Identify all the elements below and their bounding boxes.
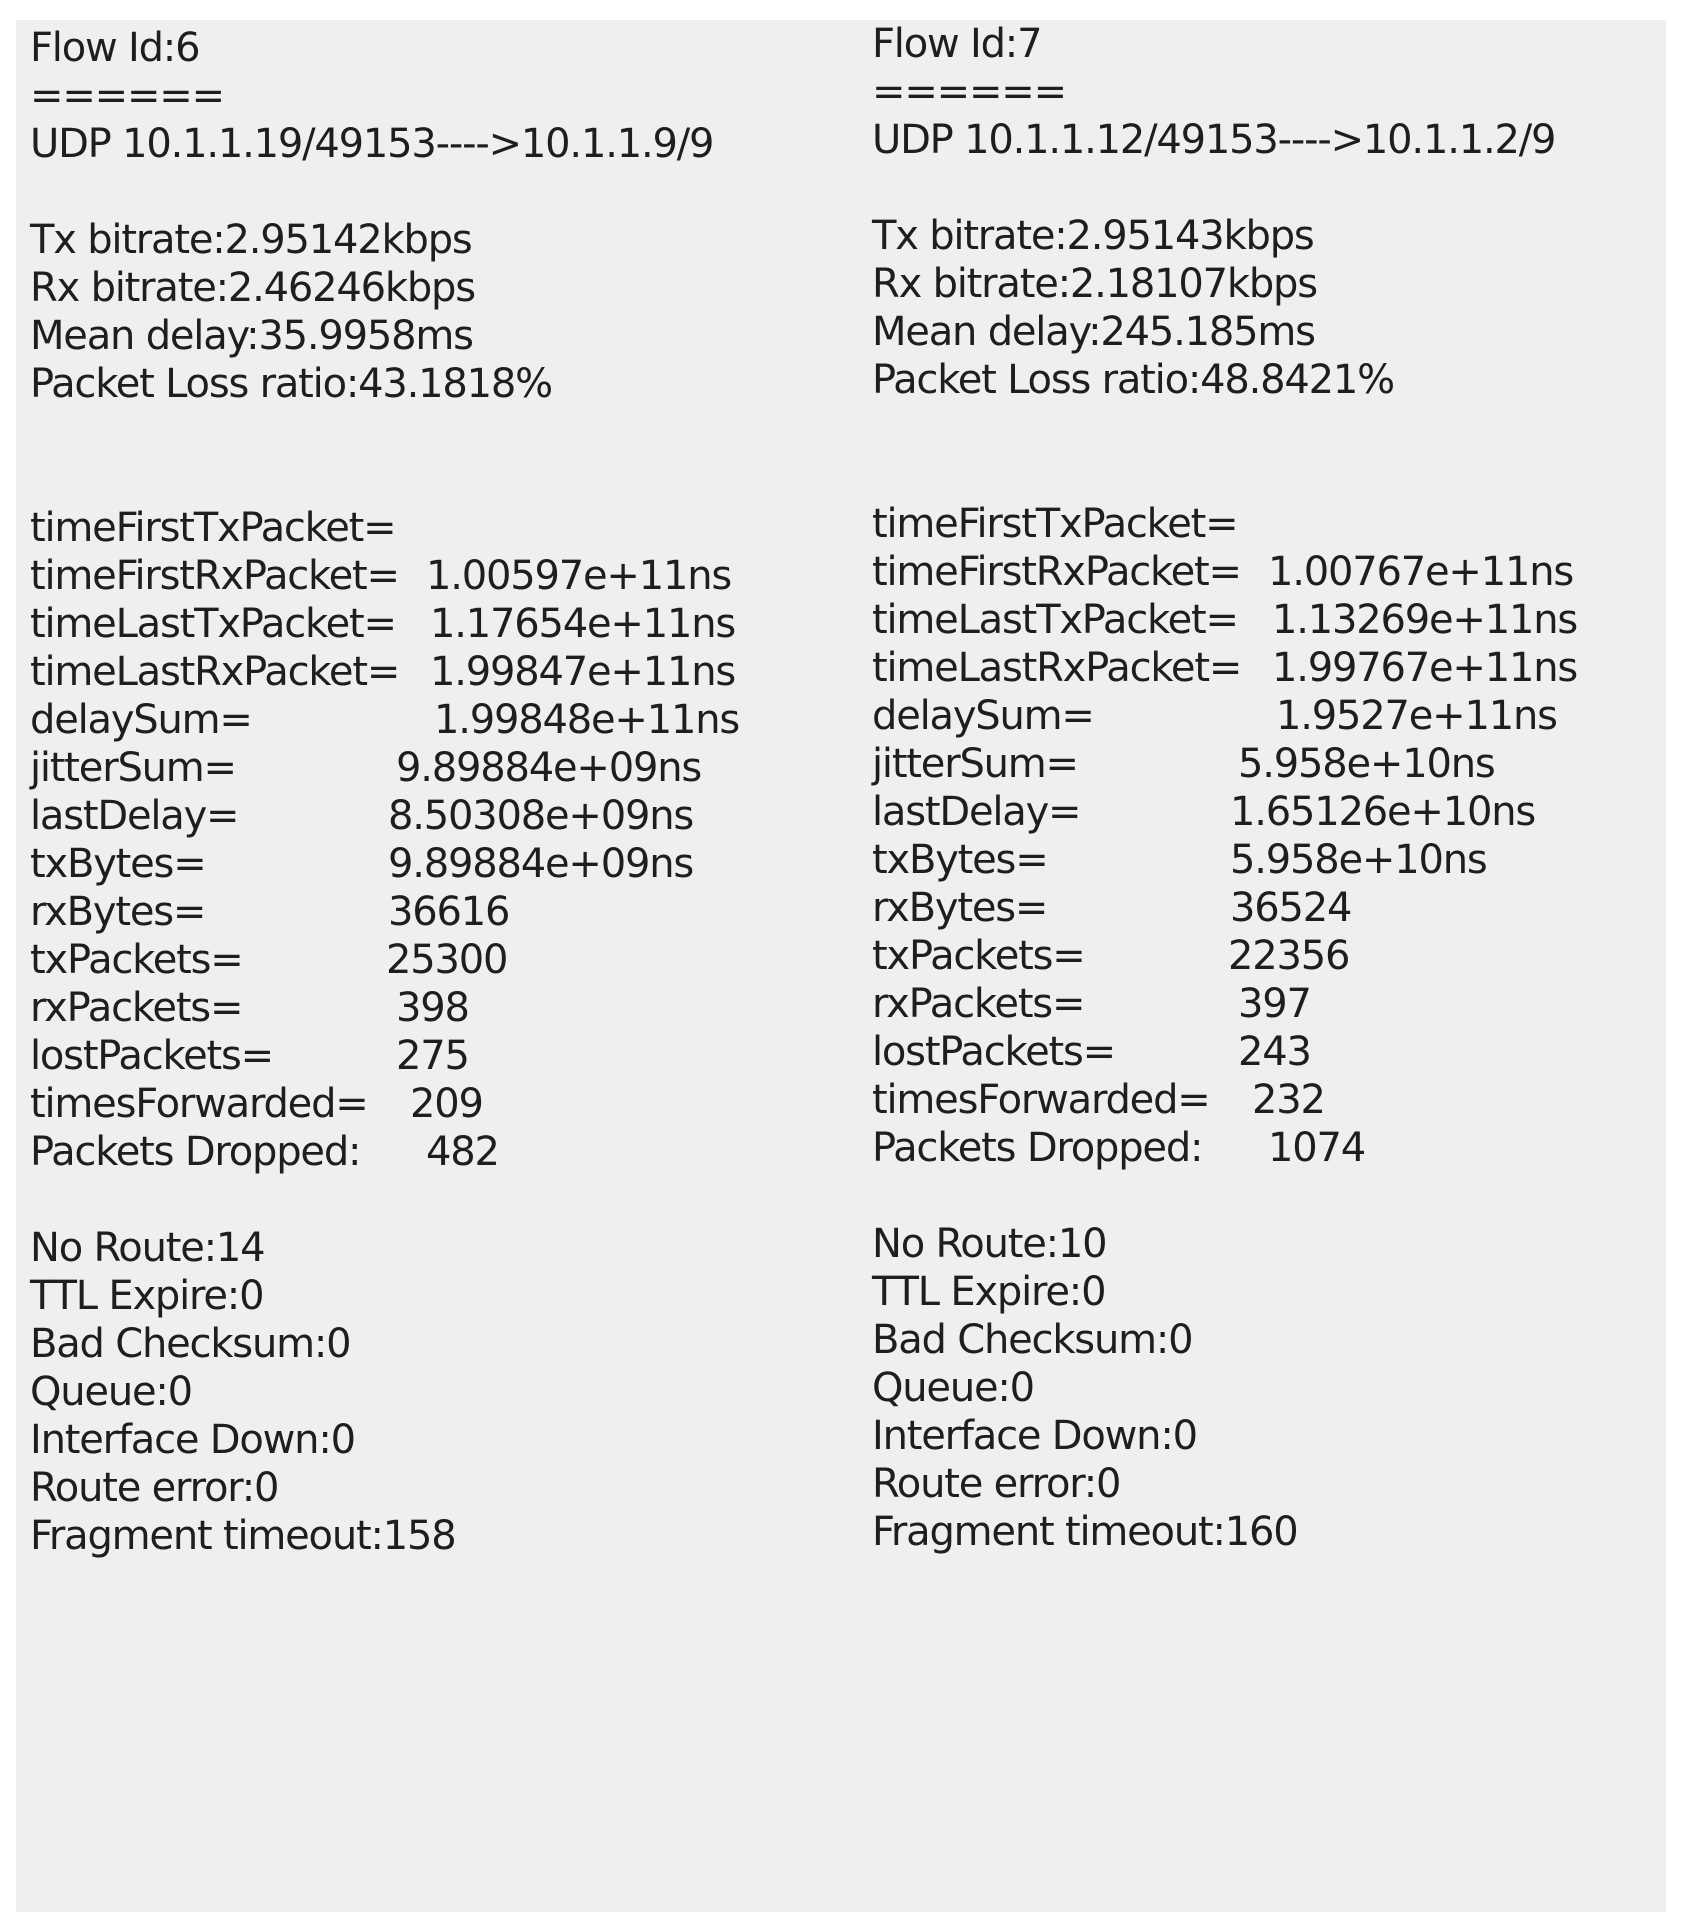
- route: UDP 10.1.1.19/49153---->10.1.1.9/9: [30, 121, 714, 167]
- stat-label: rxBytes=: [872, 885, 1048, 931]
- stat-value: 1.00597e+11ns: [426, 553, 732, 599]
- dropped-fragment-timeout: Fragment timeout:158: [30, 1513, 456, 1559]
- dropped-no-route: No Route:14: [30, 1225, 265, 1271]
- stat-value: 1.99847e+11ns: [430, 649, 736, 695]
- stat-label: delaySum=: [872, 693, 1094, 739]
- stat-value: 25300: [386, 937, 508, 983]
- stat-label: rxPackets=: [872, 981, 1085, 1027]
- stat-label: lastDelay=: [30, 793, 239, 839]
- stat-label: delaySum=: [30, 697, 252, 743]
- stat-value: 482: [426, 1129, 499, 1175]
- packets-dropped-title: Packets Dropped:: [30, 1129, 361, 1175]
- stat-label: timeLastRxPacket=: [872, 645, 1242, 691]
- stat-label: timeLastRxPacket=: [30, 649, 400, 695]
- stat-value: 398: [396, 985, 469, 1031]
- stat-value: 5.958e+10ns: [1238, 741, 1495, 787]
- stat-value: 36524: [1230, 885, 1352, 931]
- stat-label: timeFirstTxPacket=: [872, 501, 1238, 547]
- route: UDP 10.1.1.12/49153---->10.1.1.2/9: [872, 117, 1556, 163]
- dropped-ttl-expire: TTL Expire:0: [872, 1269, 1106, 1315]
- stat-value: 1.00767e+11ns: [1268, 549, 1574, 595]
- dropped-ttl-expire: TTL Expire:0: [30, 1273, 264, 1319]
- stat-label: rxBytes=: [30, 889, 206, 935]
- dropped-bad-checksum: Bad Checksum:0: [872, 1317, 1193, 1363]
- dropped-queue: Queue:0: [872, 1365, 1034, 1411]
- packet-loss-ratio: Packet Loss ratio:48.8421%: [872, 357, 1394, 403]
- stat-label: jitterSum=: [30, 745, 236, 791]
- stat-label: txBytes=: [30, 841, 206, 887]
- stat-value: 1.99767e+11ns: [1272, 645, 1578, 691]
- mean-delay: Mean delay:245.185ms: [872, 309, 1315, 355]
- stat-value: 9.89884e+09ns: [388, 841, 694, 887]
- stat-value: 1.99848e+11ns: [434, 697, 740, 743]
- stat-value: 209: [410, 1081, 483, 1127]
- stat-label: rxPackets=: [30, 985, 243, 1031]
- dropped-no-route: No Route:10: [872, 1221, 1107, 1267]
- separator: ======: [30, 73, 224, 119]
- stat-value: 1.17654e+11ns: [430, 601, 736, 647]
- stat-value: 1074: [1268, 1125, 1365, 1171]
- packets-dropped-title: Packets Dropped:: [872, 1125, 1203, 1171]
- stat-value: 232: [1252, 1077, 1325, 1123]
- dropped-queue: Queue:0: [30, 1369, 192, 1415]
- stat-label: timesForwarded=: [872, 1077, 1210, 1123]
- rx-bitrate: Rx bitrate:2.46246kbps: [30, 265, 475, 311]
- stat-label: txBytes=: [872, 837, 1048, 883]
- stat-label: timesForwarded=: [30, 1081, 368, 1127]
- dropped-bad-checksum: Bad Checksum:0: [30, 1321, 351, 1367]
- rx-bitrate: Rx bitrate:2.18107kbps: [872, 261, 1317, 307]
- stat-value: 1.65126e+10ns: [1230, 789, 1536, 835]
- stat-label: txPackets=: [872, 933, 1085, 979]
- dropped-fragment-timeout: Fragment timeout:160: [872, 1509, 1298, 1555]
- dropped-interface-down: Interface Down:0: [30, 1417, 355, 1463]
- flow-id: Flow Id:7: [872, 21, 1042, 67]
- stat-value: 243: [1238, 1029, 1311, 1075]
- stat-value: 8.50308e+09ns: [388, 793, 694, 839]
- stat-value: 1.9527e+11ns: [1276, 693, 1557, 739]
- tx-bitrate: Tx bitrate:2.95143kbps: [872, 213, 1314, 259]
- stat-label: lostPackets=: [30, 1033, 273, 1079]
- stat-value: 22356: [1228, 933, 1350, 979]
- stat-label: txPackets=: [30, 937, 243, 983]
- dropped-interface-down: Interface Down:0: [872, 1413, 1197, 1459]
- dropped-route-error: Route error:0: [872, 1461, 1121, 1507]
- flow-id: Flow Id:6: [30, 25, 200, 71]
- stat-value: 1.13269e+11ns: [1272, 597, 1578, 643]
- tx-bitrate: Tx bitrate:2.95142kbps: [30, 217, 472, 263]
- stat-label: timeFirstTxPacket=: [30, 505, 396, 551]
- stat-value: 275: [396, 1033, 469, 1079]
- stat-label: lostPackets=: [872, 1029, 1115, 1075]
- stat-label: lastDelay=: [872, 789, 1081, 835]
- stat-value: 397: [1238, 981, 1311, 1027]
- stat-value: 9.89884e+09ns: [396, 745, 702, 791]
- mean-delay: Mean delay:35.9958ms: [30, 313, 473, 359]
- stat-label: timeLastTxPacket=: [30, 601, 396, 647]
- packet-loss-ratio: Packet Loss ratio:43.1818%: [30, 361, 552, 407]
- stat-value: 36616: [388, 889, 510, 935]
- separator: ======: [872, 69, 1066, 115]
- stat-value: 5.958e+10ns: [1230, 837, 1487, 883]
- stat-label: jitterSum=: [872, 741, 1078, 787]
- stat-label: timeLastTxPacket=: [872, 597, 1238, 643]
- flow-stats-panel: [16, 20, 1666, 1912]
- dropped-route-error: Route error:0: [30, 1465, 279, 1511]
- stat-label: timeFirstRxPacket=: [30, 553, 399, 599]
- stat-label: timeFirstRxPacket=: [872, 549, 1241, 595]
